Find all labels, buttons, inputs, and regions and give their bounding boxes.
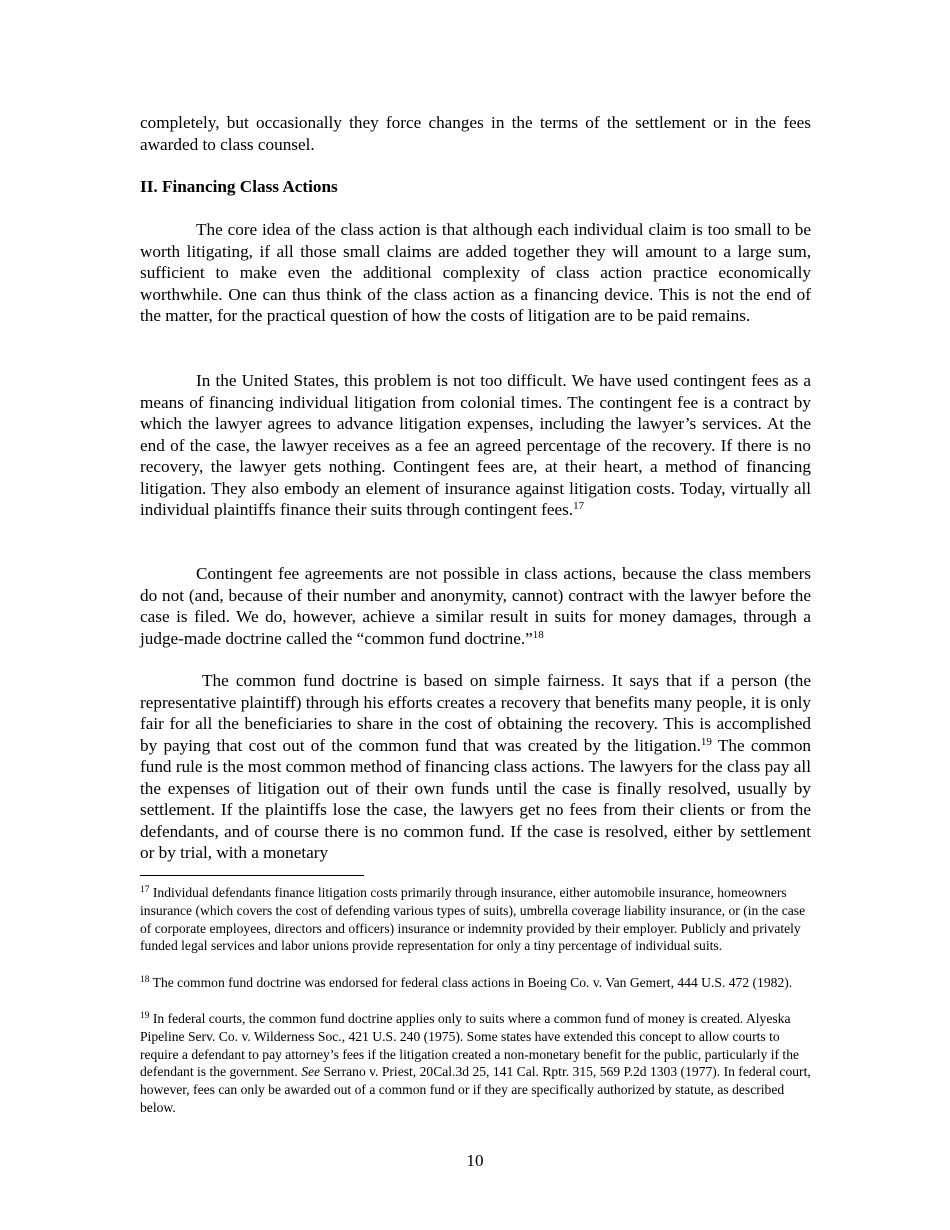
paragraph-2 bbox=[140, 370, 811, 521]
footnote-18 bbox=[140, 974, 811, 992]
footnote-separator bbox=[140, 875, 364, 876]
footnote-18-text: The common fund doctrine was endorsed for federal class actions in Boeing Co. v. Van Gemert, 444 U.S. 472 (1982). bbox=[149, 975, 793, 990]
footnote-19 bbox=[140, 1010, 811, 1117]
footnote-ref-19[interactable]: 19 bbox=[700, 735, 712, 748]
footnote-ref-18[interactable]: 18 bbox=[532, 628, 544, 641]
paragraph-2-text: In the United States, this problem is not too difficult. We have used contingent fees as a means of financing individual litigation from colonial times. The contingent fee is a contract by which the lawyer agrees to advance litigation expenses, including the lawyer’s services. At the end of the case, the lawyer receives as a fee an agreed percentage of the recovery. If there is no recovery, the lawyer gets nothing. Contingent fees are, at their heart, a method of financing litigation. They also embody an element of insurance against litigation costs. Today, virtually all individual plaintiffs finance their suits through contingent fees. bbox=[140, 371, 811, 519]
footnote-18-number: 18 bbox=[140, 975, 150, 985]
continuation-paragraph: completely, but occasionally they force changes in the terms of the settlement or in the fees awarded to class counsel. bbox=[140, 113, 811, 154]
paragraph-4-text-a: The common fund doctrine is based on simple fairness. It says that if a person (the representative plaintiff) through his efforts creates a recovery that benefits many people, it is only fair for all the beneficiaries to share in the cost of obtaining the recovery. This is accomplished by paying that cost out of the common fund that was created by the litigation. bbox=[140, 671, 811, 755]
footnote-ref-17[interactable]: 17 bbox=[573, 500, 585, 512]
section-heading: II. Financing Class Actions bbox=[140, 177, 338, 196]
footnote-19-signal: See bbox=[301, 1064, 321, 1080]
paragraph-3-text: Contingent fee agreements are not possible in class actions, because the class members do not (and, because of their number and anonymity, cannot) contract with the lawyer before the case is filed. We do, however, achieve a similar result in suits for money damages, through a judge-made doctrine called the “common fund doctrine.” bbox=[140, 564, 811, 648]
footnote-19-text-a: In federal courts, the common fund doctrine applies only to suits where a common fund of money is created. Alyeska Pipeline Serv. Co. v. Wilderness Soc., 421 U.S. 240 (1975). Some states have extended this concept to allow courts to require a defendant to pay attorney’s fees if the litigation created a non-monetary benefit for the public, particularly if the defendant is the government. bbox=[140, 1011, 800, 1080]
footnote-17-number: 17 bbox=[140, 885, 150, 895]
footnote-19-number: 19 bbox=[140, 1011, 150, 1021]
footnote-19-text-b: Serrano v. Priest, 20Cal.3d 25, 141 Cal. Rptr. 315, 569 P.2d 1303 (1977). In federal court, however, fees can only be awarded out of a common fund or if they are specifically authorized by statute, as described below. bbox=[140, 1064, 811, 1115]
footnote-17-text: Individual defendants finance litigation costs primarily through insurance, either automobile insurance, homeowners insurance (which covers the cost of defending various types of suits), umbrella coverage liability insurance, or (in the case of corporate employees, directors and officers) insurance or indemnity provided by their employer. Publicly and privately funded legal services and labor unions provide representation for only a tiny percentage of individual suits. bbox=[140, 885, 806, 954]
page-number: 10 bbox=[466, 1151, 484, 1170]
footnote-17 bbox=[140, 884, 811, 955]
paragraph-3 bbox=[140, 563, 811, 649]
paragraph-4-text-b: The common fund rule is the most common method of financing class actions. The lawyers for the class pay all the expenses of litigation out of their own funds until the case is finally resolved, usually by settlement. If the plaintiffs lose the case, the lawyers get no fees from their clients or from the defendants, and of course there is no common fund. If the case is resolved, either by settlement or by trial, with a monetary bbox=[140, 735, 812, 862]
paragraph-1: The core idea of the class action is that although each individual claim is too small to be worth litigating, if all those small claims are added together they will amount to a large sum, sufficient to make even the additional complexity of class action practice economically worthwhile. One can thus think of the class action as a financing device. This is not the end of the matter, for the practical question of how the costs of litigation are to be paid remains. bbox=[140, 220, 811, 325]
paragraph-4 bbox=[140, 670, 811, 864]
